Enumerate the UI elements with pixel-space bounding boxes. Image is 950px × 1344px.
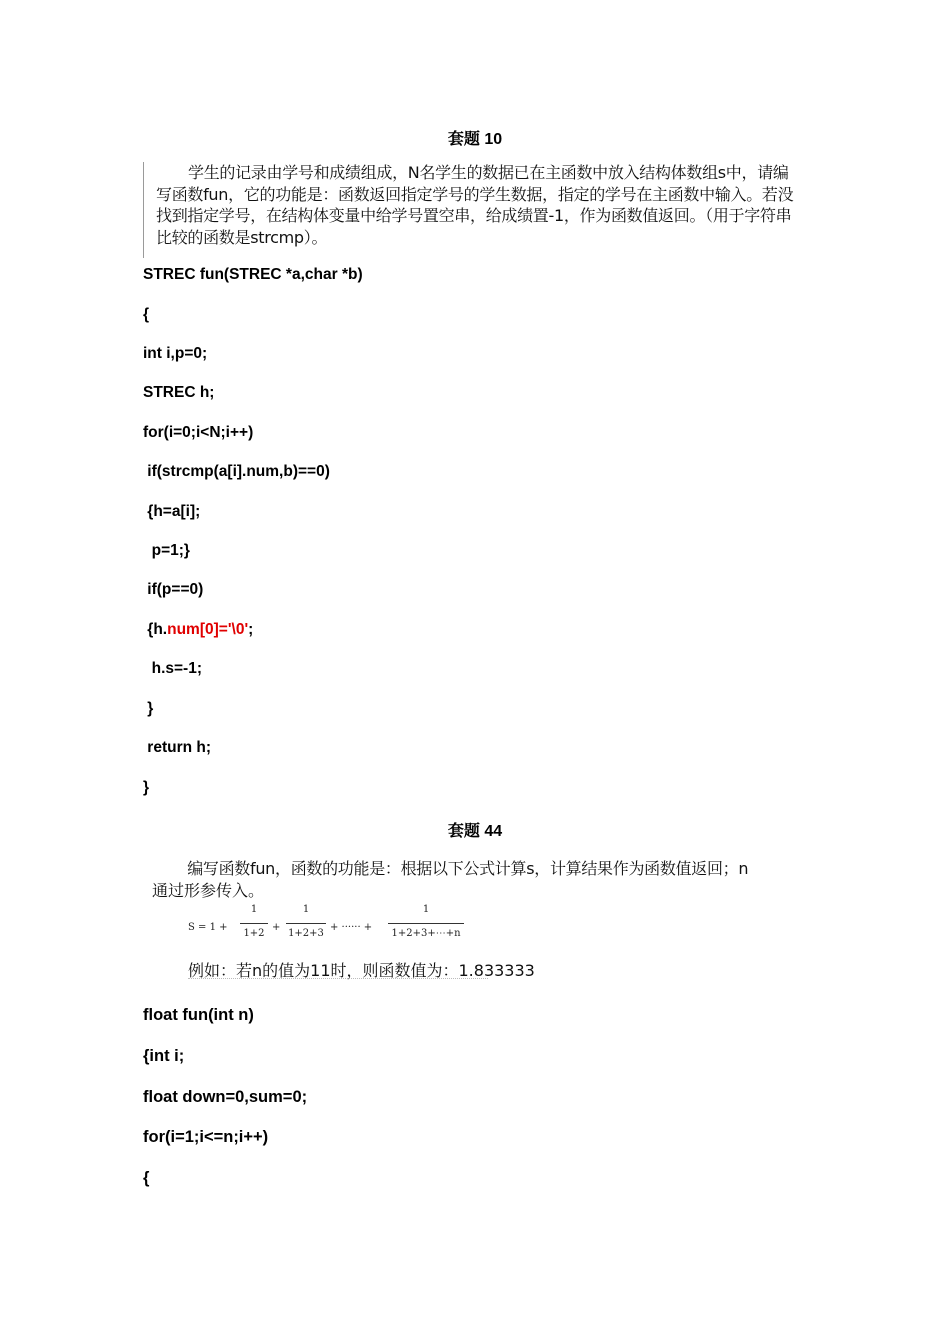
fraction-bar bbox=[388, 923, 464, 924]
problem-description: 学生的记录由学号和成绩组成，N名学生的数据已在主函数中放入结构体数组s中，请编写函数fun，它的功能是：函数返回指定学号的学生数据，指定的学号在主函数中输入。若没找到指定学号，在结构体变量中给学号置空串，给成绩置-1，作为函数值返回。（用于字符串比较的函数是strcmp）。 bbox=[156, 163, 794, 247]
code-line: for(i=1;i<=n;i++) bbox=[143, 1128, 269, 1146]
highlighted-code: num[0]='\0' bbox=[167, 621, 249, 638]
fraction-bar bbox=[240, 923, 268, 924]
code-line: {int i; bbox=[143, 1047, 185, 1065]
fraction bbox=[240, 904, 268, 939]
plus-sign: + bbox=[272, 922, 281, 933]
code-line: STREC h; bbox=[143, 384, 215, 401]
code-line: float fun(int n) bbox=[143, 1006, 254, 1024]
code-line: STREC fun(STREC *a,char *b) bbox=[143, 266, 363, 283]
fraction-numerator: 1 bbox=[422, 904, 430, 915]
code-line: int i,p=0; bbox=[143, 345, 208, 362]
code-line: if(p==0) bbox=[143, 581, 204, 598]
formula-lhs: S = 1 + bbox=[188, 922, 228, 933]
code-line: } bbox=[143, 700, 154, 717]
code-line: { bbox=[143, 306, 150, 323]
fraction-numerator: 1 bbox=[302, 904, 310, 915]
code-line-start: {h. bbox=[143, 621, 168, 638]
code-line: { bbox=[143, 1169, 150, 1187]
problem-description-image bbox=[143, 162, 803, 258]
code-line-end: ; bbox=[248, 621, 254, 638]
ellipsis: + ······ + bbox=[330, 922, 373, 933]
code-line: h.s=-1; bbox=[143, 660, 203, 677]
code-line: if(strcmp(a[i].num,b)==0) bbox=[143, 463, 330, 480]
fraction bbox=[388, 904, 464, 939]
code-line: } bbox=[143, 779, 150, 796]
section-title: 套题 10 bbox=[447, 131, 503, 148]
code-line: p=1;} bbox=[143, 542, 190, 559]
description-line: 编写函数fun，函数的功能是：根据以下公式计算s，计算结果作为函数值返回；n bbox=[187, 859, 749, 878]
fraction-denominator: 1+2 bbox=[243, 928, 265, 939]
fraction-denominator: 1+2+3 bbox=[288, 928, 324, 939]
fraction-denominator: 1+2+3+⋯+n bbox=[391, 928, 461, 939]
description-line: 通过形参传入。 bbox=[152, 881, 265, 900]
code-line-highlighted bbox=[143, 621, 253, 639]
fraction-bar bbox=[286, 923, 326, 924]
code-line: float down=0,sum=0; bbox=[143, 1088, 308, 1106]
code-line: return h; bbox=[143, 739, 212, 756]
code-line: for(i=0;i<N;i++) bbox=[143, 424, 254, 441]
fraction bbox=[286, 904, 326, 939]
code-line: {h=a[i]; bbox=[143, 503, 201, 520]
fraction-numerator: 1 bbox=[250, 904, 258, 915]
section-title: 套题 44 bbox=[447, 823, 503, 840]
problem-description bbox=[152, 858, 802, 902]
example-text: 例如：若n的值为11时，则函数值为：1.833333 bbox=[188, 961, 535, 980]
formula bbox=[188, 902, 488, 954]
cropped-line bbox=[188, 978, 488, 983]
